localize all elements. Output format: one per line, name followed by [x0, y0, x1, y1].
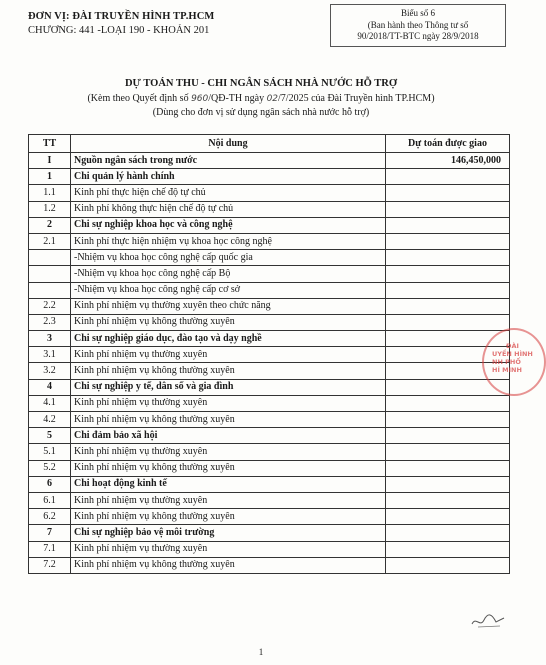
- decision-prefix: (Kèm theo Quyết định số: [87, 93, 189, 104]
- cell-content: Kinh phí nhiệm vụ không thường xuyên: [71, 460, 386, 476]
- cell-content: -Nhiệm vụ khoa học công nghệ cấp quốc gia: [71, 250, 386, 266]
- cell-tt: 1: [29, 169, 71, 185]
- table-row: [29, 153, 510, 169]
- cell-tt: 4.1: [29, 395, 71, 411]
- table-row: [29, 525, 510, 541]
- table-row: [29, 201, 510, 217]
- cell-content: Kinh phí nhiệm vụ không thường xuyên: [71, 314, 386, 330]
- cell-tt: [29, 266, 71, 282]
- cell-amount: [386, 201, 510, 217]
- cell-content: Chi quản lý hành chính: [71, 169, 386, 185]
- table-body: [29, 153, 510, 574]
- cell-tt: 2.1: [29, 233, 71, 249]
- cell-tt: 3.1: [29, 347, 71, 363]
- cell-tt: 6.2: [29, 509, 71, 525]
- cell-amount: [386, 298, 510, 314]
- table-row: [29, 233, 510, 249]
- cell-amount: [386, 492, 510, 508]
- header-content: Nội dung: [71, 135, 386, 153]
- cell-content: -Nhiệm vụ khoa học công nghệ cấp cơ sở: [71, 282, 386, 298]
- stamp-text-4: HÍ MINH: [492, 366, 522, 374]
- cell-content: Chi đảm bảo xã hội: [71, 428, 386, 444]
- table-row: [29, 444, 510, 460]
- table-row: [29, 347, 510, 363]
- document-title: DỰ TOÁN THU - CHI NGÂN SÁCH NHÀ NƯỚC HỖ TRỢ: [124, 78, 398, 89]
- cell-tt: 5.2: [29, 460, 71, 476]
- cell-tt: [29, 250, 71, 266]
- chapter-line: CHƯƠNG: 441 -LOẠI 190 - KHOẢN 201: [28, 25, 210, 36]
- table-row: [29, 250, 510, 266]
- cell-content: Kinh phí nhiệm vụ thường xuyên: [71, 444, 386, 460]
- cell-amount: [386, 460, 510, 476]
- table-row: [29, 460, 510, 476]
- cell-tt: [29, 282, 71, 298]
- header-tt: TT: [29, 135, 71, 153]
- table-row: [29, 428, 510, 444]
- cell-tt: 1.1: [29, 185, 71, 201]
- page-number: 1: [258, 647, 264, 657]
- cell-tt: 4: [29, 379, 71, 395]
- cell-amount: [386, 233, 510, 249]
- cell-content: Kinh phí nhiệm vụ thường xuyên: [71, 492, 386, 508]
- cell-content: Kinh phí thực hiện nhiệm vụ khoa học công nghệ: [71, 233, 386, 249]
- cell-content: Kinh phí nhiệm vụ thường xuyên theo chức năng: [71, 298, 386, 314]
- table-row: [29, 217, 510, 233]
- cell-tt: 3.2: [29, 363, 71, 379]
- table-row: [29, 509, 510, 525]
- cell-amount: [386, 541, 510, 557]
- table-row: [29, 185, 510, 201]
- cell-content: Kinh phí nhiệm vụ thường xuyên: [71, 347, 386, 363]
- table-row: [29, 395, 510, 411]
- cell-content: Kinh phí thực hiện chế độ tự chủ: [71, 185, 386, 201]
- cell-tt: 5: [29, 428, 71, 444]
- decision-suffix: /7/2025 của Đài Truyền hình TP.HCM): [278, 93, 435, 104]
- cell-amount: [386, 412, 510, 428]
- table-row: [29, 282, 510, 298]
- org-name: ĐƠN VỊ: ĐÀI TRUYỀN HÌNH TP.HCM: [28, 11, 215, 22]
- cell-amount: [386, 266, 510, 282]
- cell-content: Kinh phí nhiệm vụ không thường xuyên: [71, 412, 386, 428]
- cell-amount: [386, 476, 510, 492]
- cell-amount: [386, 185, 510, 201]
- header-amount: Dự toán được giao: [386, 135, 510, 153]
- decision-number-handwritten: 960: [191, 94, 209, 104]
- stamp-text-1: ĐÀI: [506, 342, 519, 350]
- table-row: [29, 412, 510, 428]
- cell-content: Chi sự nghiệp y tế, dân số và gia đình: [71, 379, 386, 395]
- signature-mark-icon: [470, 612, 506, 630]
- cell-content: Chi sự nghiệp khoa học và công nghệ: [71, 217, 386, 233]
- cell-tt: 5.1: [29, 444, 71, 460]
- table-row: [29, 314, 510, 330]
- form-circular: 90/2018/TT-BTC ngày 28/9/2018: [357, 31, 479, 41]
- table-header-row: [29, 135, 510, 153]
- table-row: [29, 557, 510, 573]
- cell-amount: [386, 509, 510, 525]
- table-row: [29, 169, 510, 185]
- stamp-text-3: NH PHỐ: [492, 358, 521, 366]
- cell-amount: [386, 428, 510, 444]
- cell-content: Kinh phí nhiệm vụ thường xuyên: [71, 395, 386, 411]
- cell-tt: 1.2: [29, 201, 71, 217]
- cell-amount: [386, 169, 510, 185]
- red-seal-stamp: [482, 328, 546, 396]
- cell-amount: [386, 395, 510, 411]
- cell-tt: I: [29, 153, 71, 169]
- table-row: [29, 363, 510, 379]
- cell-amount: [386, 282, 510, 298]
- form-number: Biểu số 6: [400, 8, 435, 18]
- cell-content: Kinh phí nhiệm vụ không thường xuyên: [71, 509, 386, 525]
- cell-tt: 7.1: [29, 541, 71, 557]
- stamp-text-2: UYỀN HÌNH: [492, 350, 533, 358]
- cell-amount: [386, 557, 510, 573]
- decision-mid: /QĐ-TH ngày: [208, 93, 265, 104]
- cell-content: Nguồn ngân sách trong nước: [71, 153, 386, 169]
- cell-tt: 6.1: [29, 492, 71, 508]
- cell-content: Chi sự nghiệp giáo dục, đào tạo và dạy nghề: [71, 331, 386, 347]
- cell-tt: 2: [29, 217, 71, 233]
- cell-content: Chi hoạt động kinh tế: [71, 476, 386, 492]
- cell-amount: [386, 525, 510, 541]
- table-row: [29, 331, 510, 347]
- cell-amount: [386, 250, 510, 266]
- cell-tt: 2.3: [29, 314, 71, 330]
- cell-content: Kinh phí nhiệm vụ thường xuyên: [71, 541, 386, 557]
- header-left: [28, 10, 214, 38]
- budget-table: [28, 134, 510, 574]
- cell-tt: 6: [29, 476, 71, 492]
- cell-amount: [386, 314, 510, 330]
- cell-amount: [386, 444, 510, 460]
- table-row: [29, 266, 510, 282]
- table-row: [29, 476, 510, 492]
- decision-reference: [0, 93, 522, 104]
- cell-amount: 146,450,000: [386, 153, 510, 169]
- form-number-box: [330, 4, 506, 47]
- usage-note: (Dùng cho đơn vị sử dụng ngân sách nhà nước hỗ trợ): [152, 107, 370, 118]
- cell-tt: 7: [29, 525, 71, 541]
- cell-content: Chi sự nghiệp bảo vệ môi trường: [71, 525, 386, 541]
- cell-content: -Nhiệm vụ khoa học công nghệ cấp Bộ: [71, 266, 386, 282]
- form-issued-by: (Ban hành theo Thông tư số: [367, 19, 469, 30]
- cell-tt: 4.2: [29, 412, 71, 428]
- table-row: [29, 298, 510, 314]
- cell-content: Kinh phí nhiệm vụ không thường xuyên: [71, 363, 386, 379]
- cell-tt: 2.2: [29, 298, 71, 314]
- cell-tt: 7.2: [29, 557, 71, 573]
- cell-tt: 3: [29, 331, 71, 347]
- cell-content: Kinh phí nhiệm vụ không thường xuyên: [71, 557, 386, 573]
- table-row: [29, 379, 510, 395]
- decision-day-handwritten: 02: [266, 94, 279, 104]
- table-row: [29, 541, 510, 557]
- cell-amount: [386, 217, 510, 233]
- cell-content: Kinh phí không thực hiện chế độ tự chủ: [71, 201, 386, 217]
- table-row: [29, 492, 510, 508]
